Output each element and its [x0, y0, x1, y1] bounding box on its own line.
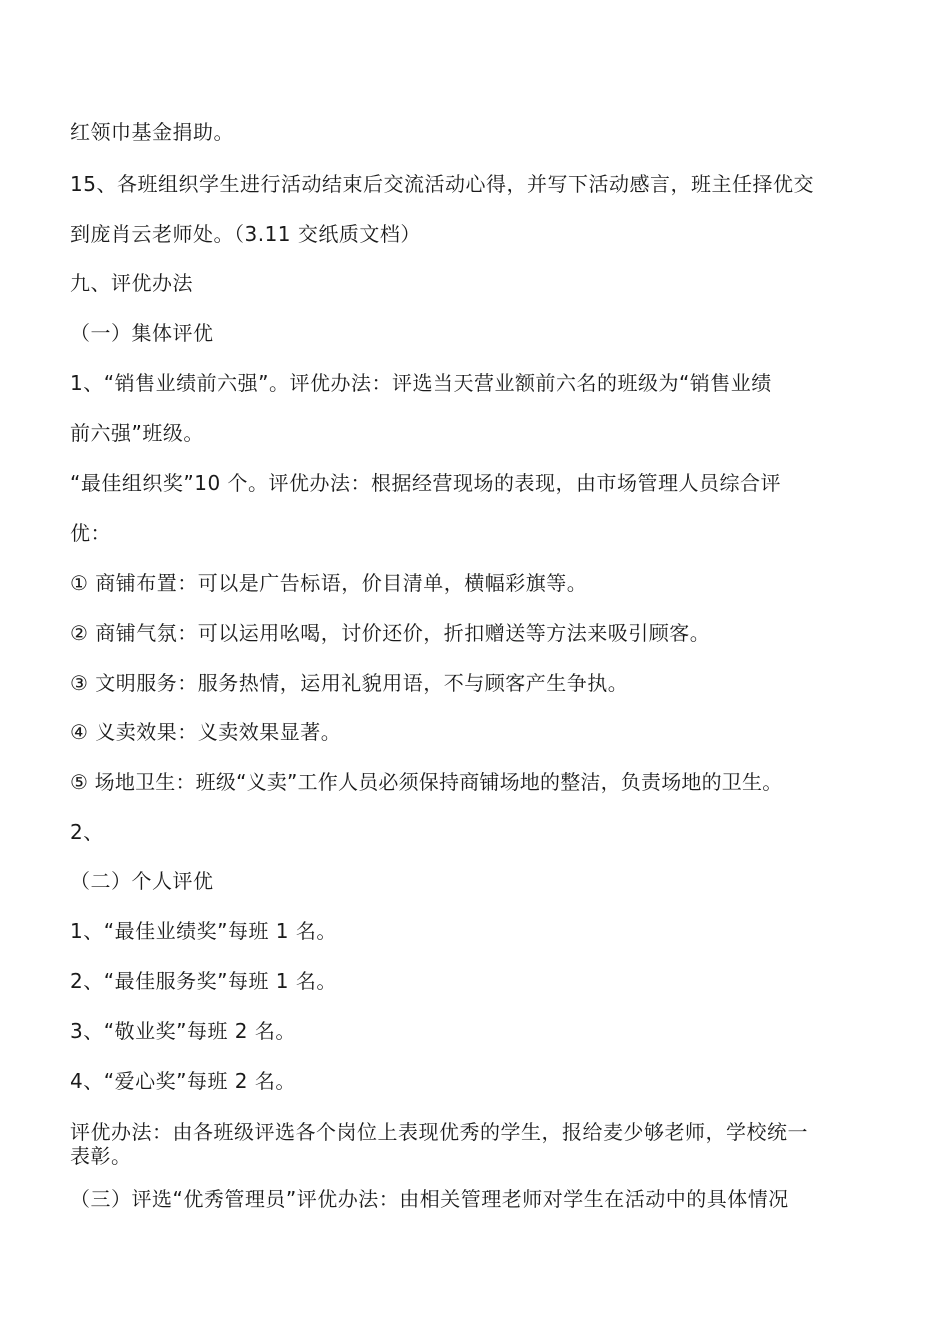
subsection-heading: （二）个人评优 [70, 869, 214, 893]
text-line: 表彰。 [70, 1144, 132, 1168]
text-line: 优： [70, 521, 111, 545]
subsection-heading: （一）集体评优 [70, 321, 214, 345]
list-item: ④ 义卖效果：义卖效果显著。 [70, 720, 342, 744]
list-item: ② 商铺气氛：可以运用吆喝，讨价还价，折扣赠送等方法来吸引顾客。 [70, 621, 711, 645]
text-line: “最佳组织奖”10 个。评优办法：根据经营现场的表现，由市场管理人员综合评 [70, 471, 782, 495]
list-item: 1、“最佳业绩奖”每班 1 名。 [70, 919, 337, 943]
text-line: 1、“销售业绩前六强”。评优办法：评选当天营业额前六名的班级为“销售业绩 [70, 371, 772, 395]
list-item: 2、“最佳服务奖”每班 1 名。 [70, 969, 337, 993]
text-line: （三）评选“优秀管理员”评优办法：由相关管理老师对学生在活动中的具体情况 [70, 1187, 789, 1211]
text-line: 评优办法：由各班级评选各个岗位上表现优秀的学生，报给麦少够老师，学校统一 [70, 1120, 808, 1144]
section-heading: 九、评优办法 [70, 271, 193, 295]
list-item: ⑤ 场地卫生：班级“义卖”工作人员必须保持商铺场地的整洁，负责场地的卫生。 [70, 770, 783, 794]
list-item: 3、“敬业奖”每班 2 名。 [70, 1019, 296, 1043]
text-line: 2、 [70, 820, 104, 844]
text-line: 前六强”班级。 [70, 421, 204, 445]
text-line: 15、各班组织学生进行活动结束后交流活动心得，并写下活动感言，班主任择优交 [70, 172, 814, 196]
list-item: ③ 文明服务：服务热情，运用礼貌用语，不与顾客产生争执。 [70, 671, 629, 695]
text-line: 到庞肖云老师处。（3.11 交纸质文档） [70, 222, 421, 246]
list-item: 4、“爱心奖”每班 2 名。 [70, 1069, 296, 1093]
text-line: 红领巾基金捐助。 [70, 120, 234, 144]
list-item: ① 商铺布置：可以是广告标语，价目清单，横幅彩旗等。 [70, 571, 588, 595]
